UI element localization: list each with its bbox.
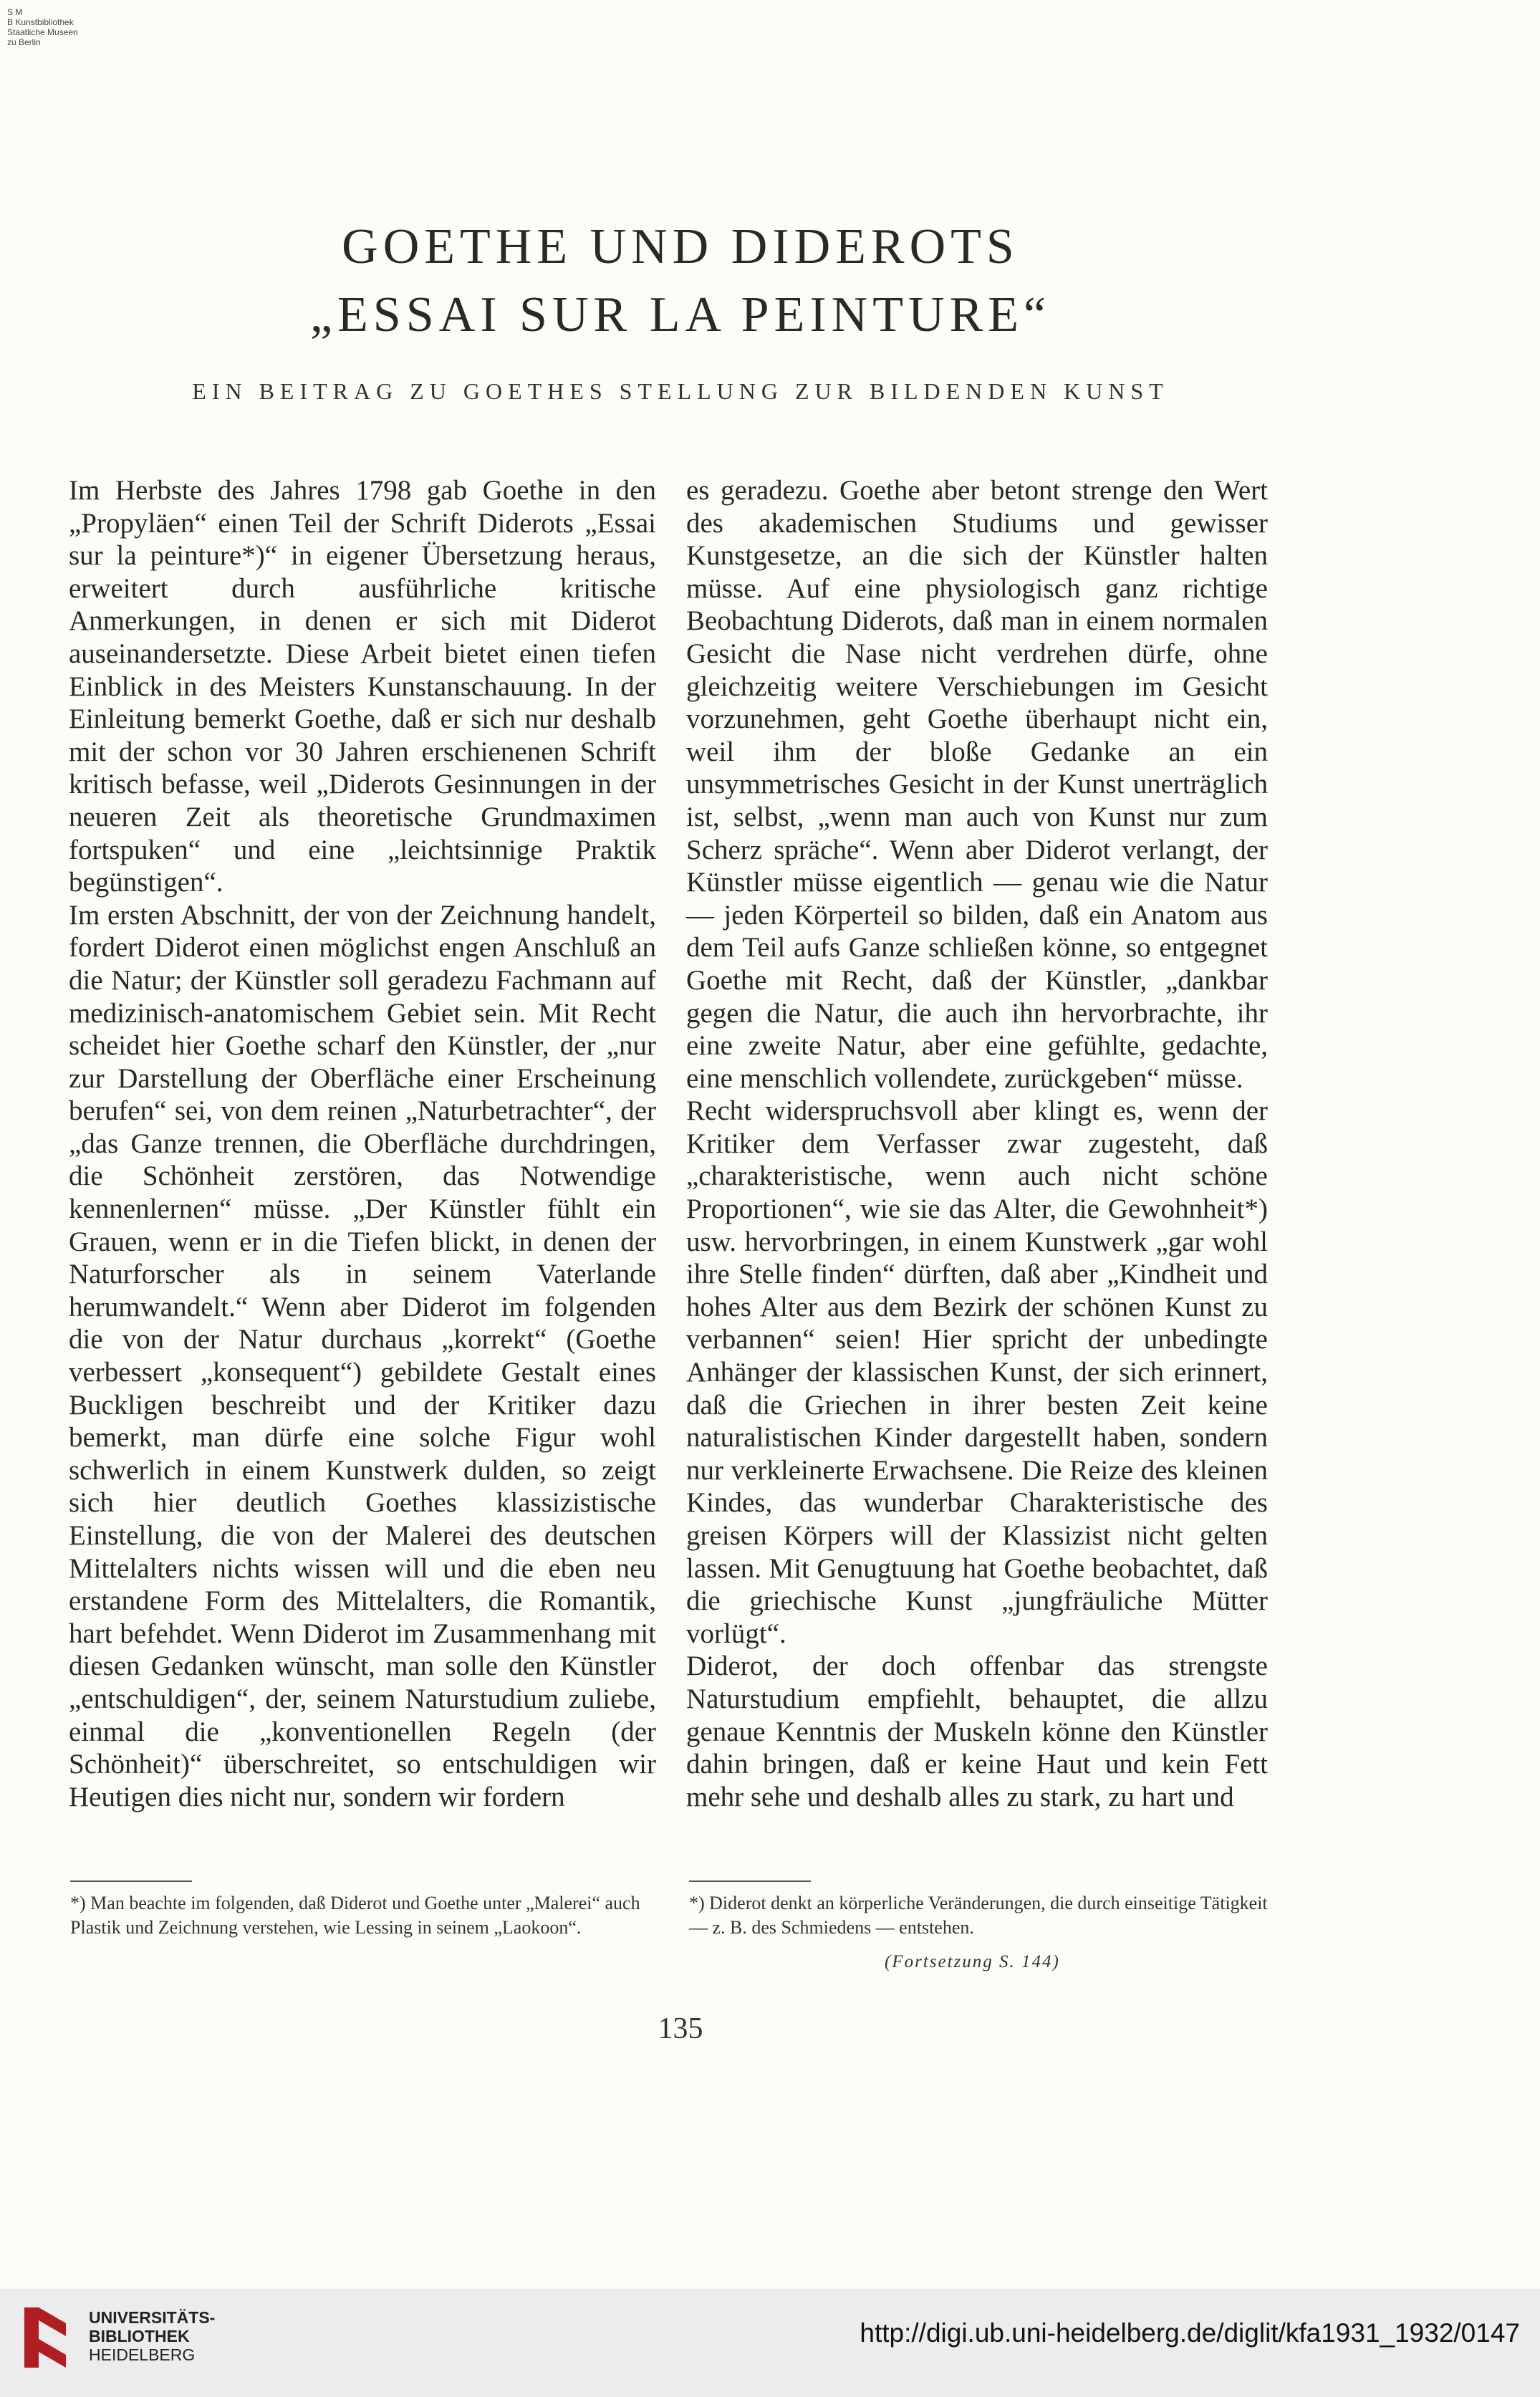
library-logo-icon-graphic	[20, 2302, 70, 2373]
footnote-divider	[70, 1880, 192, 1882]
library-stamp	[7, 7, 78, 47]
library-name-line: BIBLIOTHEK	[89, 2327, 190, 2345]
footnote-divider	[689, 1880, 811, 1882]
library-name	[89, 2308, 215, 2364]
article-title-line-2: „ESSAI SUR LA PEINTURE“	[309, 287, 1051, 342]
article-title-line-1: GOETHE UND DIDEROTS	[342, 219, 1019, 274]
footnote-left: *) Man beachte im folgenden, daß Diderot und Goethe unter „Malerei“ auch Plastik und Zeichnung verstehen, wie Lessing in seinem „Laokoon“.	[70, 1893, 640, 1938]
stamp-line: zu Berlin	[7, 37, 41, 47]
paragraph: Recht widerspruchsvoll aber klingt es, wenn der Kritiker dem Verfasser zwar zugesteht, daß „charakteristische, wenn auch nicht schöne Proportionen“, wie sie das Alter, die Gewohnheit*) usw. hervorbringen, in einem Kunstwerk „gar wohl ihre Stelle finden“ dürften, daß aber „Kindheit und hohes Alter aus dem Bezirk der schönen Kunst zu verbannen“ seien! Hier spricht der unbedingte Anhänger der klassischen Kunst, der sich erinnert, daß die Griechen in ihrer besten Zeit keine naturalistischen Kinder dargestellt haben, sondern nur verkleinerte Erwachsene. Die Reize des kleinen Kindes, das wunderbar Charakteristische des greisen Körpers will der Klassizist nicht gelten lassen. Mit Genugtuung hat Goethe beobachtet, daß die griechische Kunst „jungfräuliche Mütter vorlügt“.	[686, 1095, 1268, 1649]
paragraph: Diderot, der doch offenbar das strengste Naturstudium empfiehlt, behauptet, die allzu genaue Kenntnis der Muskeln könne den Künstler dahin bringen, daß er keine Haut und kein Fett mehr sehe und deshalb alles zu stark, zu hart und	[686, 1651, 1268, 1812]
text-column-left	[69, 474, 656, 1813]
paragraph: es geradezu. Goethe aber betont strenge den Wert des akademischen Studiums und gewisser Kunstgesetze, an die sich der Künstler halten müsse. Auf eine physiologisch ganz richtige Beobachtung Diderots, daß man in einem normalen Gesicht die Nase nicht verdrehen dürfe, ohne gleichzeitig weitere Verschiebungen im Gesicht vorzunehmen, geht Goethe überhaupt nicht ein, weil ihm der bloße Gedanke an ein unsymmetrisches Gesicht in der Kunst unerträglich ist, selbst, „wenn man auch von Kunst nur zum Scherz spräche“. Wenn aber Diderot verlangt, der Künstler müsse eigentlich — genau wie die Natur — jeden Körperteil so bilden, daß ein Anatom aus dem Teil aufs Ganze schließen könne, so entgegnet Goethe mit Recht, daß der Künstler, „dankbar gegen die Natur, die auch ihn hervorbrachte, ihr eine zweite Natur, aber eine gefühlte, gedachte, eine menschlich vollendete, zurückgeben“ müsse.	[686, 475, 1268, 1094]
stamp-line: S M	[7, 7, 23, 17]
paragraph: Im Herbste des Jahres 1798 gab Goethe in den „Propyläen“ einen Teil der Schrift Diderots „Essai sur la peinture*)“ in eigener Übersetzung heraus, erweitert durch ausführliche kritische Anmerkungen, in denen er sich mit Diderot auseinandersetzte. Diese Arbeit bietet einen tiefen Einblick in des Meisters Kunstanschauung. In der Einleitung bemerkt Goethe, daß er sich nur deshalb mit der schon vor 30 Jahren erschienenen Schrift kritisch befasse, weil „Diderots Gesinnungen in der neueren Zeit als theoretische Grundmaximen fortspuken“ und eine „leichtsinnige Praktik begünstigen“.	[69, 475, 656, 898]
article-subtitle: EIN BEITRAG ZU GOETHES STELLUNG ZUR BILDENDEN KUNST	[192, 378, 1169, 404]
stamp-line: B Kunstbibliothek	[7, 17, 74, 27]
page-number: 135	[658, 2012, 703, 2045]
library-logo-icon[interactable]	[20, 2302, 70, 2373]
text-column-right	[686, 474, 1268, 1813]
library-name-line: UNIVERSITÄTS-	[89, 2308, 216, 2327]
library-name-line: HEIDELBERG	[89, 2345, 196, 2364]
footnote-right: *) Diderot denkt an körperliche Veränderungen, die durch einseitige Tätigkeit — z. B. des Schmiedens — entstehen.	[689, 1893, 1268, 1938]
continuation-note: (Fortsetzung S. 144)	[885, 1952, 1060, 1971]
paragraph: Im ersten Abschnitt, der von der Zeichnung handelt, fordert Diderot einen möglichst engen Anschluß an die Natur; der Künstler soll geradezu Fachmann auf medizinisch-anatomischem Gebiet sein. Mit Recht scheidet hier Goethe scharf den Künstler, der „nur zur Darstellung der Oberfläche einer Erscheinung berufen“ sei, von dem reinen „Naturbetrachter“, der „das Ganze trennen, die Oberfläche durchdringen, die Schönheit zerstören, das Notwendige kennenlernen“ müsse. „Der Künstler fühlt ein Grauen, wenn er in die Tiefen blickt, in denen der Naturforscher als in seinem Vaterlande herumwandelt.“ Wenn aber Diderot im folgenden die von der Natur durchaus „korrekt“ (Goethe verbessert „konsequent“) gebildete Gestalt eines Buckligen beschreibt und der Kritiker dazu bemerkt, man dürfe eine solche Figur wohl schwerlich in einem Kunstwerk dulden, so zeigt sich hier deutlich Goethes klassizistische Einstellung, die von der Malerei des deutschen Mittelalters nichts wissen will und die eben neu erstandene Form des Mittelalters, die Romantik, hart befehdet. Wenn Diderot im Zusammenhang mit diesen Gedanken wünscht, man solle den Künstler „entschuldigen“, der, seinem Naturstudium zuliebe, einmal die „konventionellen Regeln (der Schönheit)“ überschreitet, so entschuldigen wir Heutigen dies nicht nur, sondern wir fordern	[69, 899, 656, 1812]
source-url-link[interactable]: http://digi.ub.uni-heidelberg.de/diglit/kfa1931_1932/0147	[860, 2318, 1520, 2348]
stamp-line: Staatliche Museen	[7, 27, 78, 37]
